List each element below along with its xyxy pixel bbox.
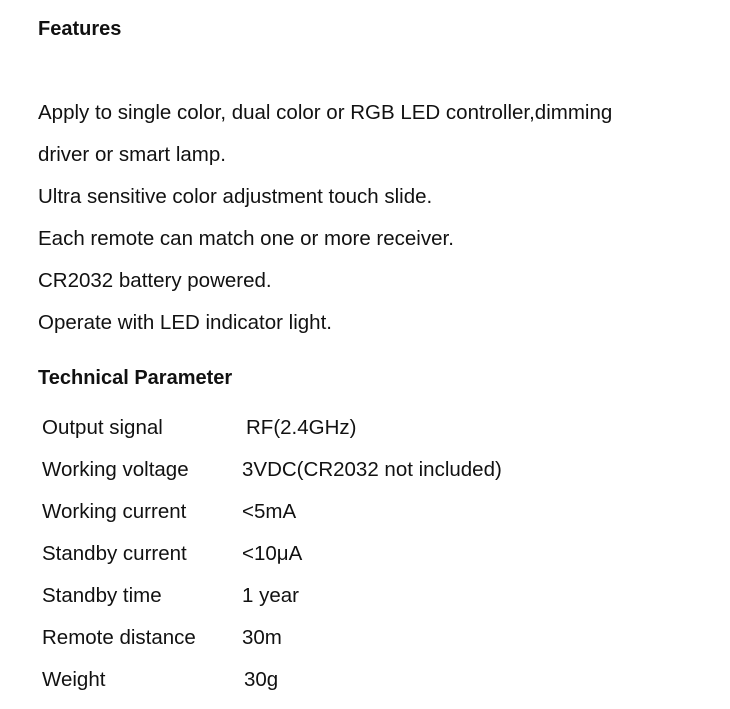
param-value: 30m bbox=[242, 626, 282, 649]
param-value: <10μA bbox=[242, 542, 303, 565]
table-row bbox=[42, 449, 502, 491]
feature-line: Operate with LED indicator light. bbox=[38, 311, 332, 334]
technical-parameter-table bbox=[42, 407, 502, 701]
features-list bbox=[38, 92, 728, 344]
table-row bbox=[42, 659, 502, 701]
feature-line: CR2032 battery powered. bbox=[38, 269, 272, 292]
table-row bbox=[42, 575, 502, 617]
feature-line: Each remote can match one or more receiver. bbox=[38, 227, 454, 250]
param-label: Remote distance bbox=[42, 626, 196, 649]
param-label: Output signal bbox=[42, 416, 163, 439]
param-label: Standby time bbox=[42, 584, 162, 607]
feature-line: driver or smart lamp. bbox=[38, 143, 226, 166]
table-row bbox=[42, 533, 502, 575]
table-row bbox=[42, 617, 502, 659]
param-value: <5mA bbox=[242, 500, 297, 523]
param-label: Working voltage bbox=[42, 458, 189, 481]
table-row bbox=[42, 491, 502, 533]
feature-line: Ultra sensitive color adjustment touch slide. bbox=[38, 185, 433, 208]
param-value: 3VDC(CR2032 not included) bbox=[242, 458, 502, 481]
param-label: Standby current bbox=[42, 542, 187, 565]
technical-parameter-heading: Technical Parameter bbox=[38, 367, 233, 389]
feature-line: Apply to single color, dual color or RGB LED controller,dimming bbox=[38, 101, 613, 124]
param-value: 30g bbox=[244, 668, 279, 691]
param-label: Weight bbox=[42, 668, 106, 691]
param-value: 1 year bbox=[242, 584, 299, 607]
features-heading: Features bbox=[38, 18, 122, 40]
param-value: RF(2.4GHz) bbox=[246, 416, 357, 439]
table-row bbox=[42, 407, 502, 449]
param-label: Working current bbox=[42, 500, 187, 523]
